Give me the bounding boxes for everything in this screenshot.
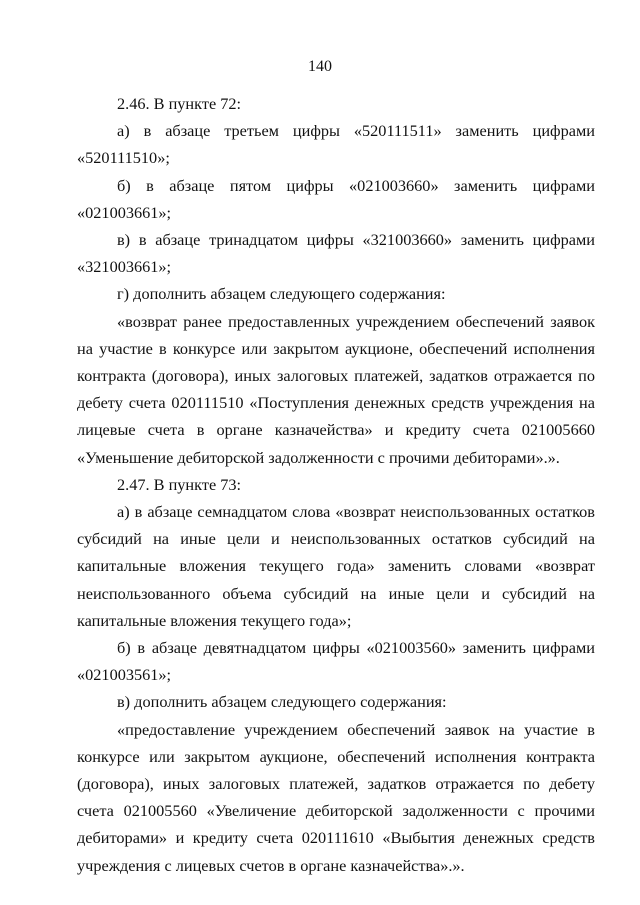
- paragraph-2-47-v-quote: «предоставление учреждением обеспечений заявок на участие в конкурсе или закрытом аукционе, обеспечений исполнения контракта (договора), иных залоговых платежей, задатков отражается по дебету счета 021005560 «Увеличение дебиторской задолженности с прочими дебиторами» и кредиту счета 020111610 «Выбытия денежных средств учреждения с лицевых счетов в органе казначейства».».: [77, 719, 595, 875]
- paragraph-2-46-heading: 2.46. В пункте 72:: [117, 94, 242, 113]
- paragraph-2-47-a: а) в абзаце семнадцатом слова «возврат неиспользованных остатков субсидий на иные цели и неиспользованных остатков субсидий на капитальные вложения текущего года» заменить словами «возврат неиспользованного объема субсидий на иные цели и субсидий на капитальные вложения текущего года»;: [77, 502, 595, 630]
- paragraph-2-46-g: г) дополнить абзацем следующего содержания:: [117, 284, 446, 304]
- document-body: [77, 90, 595, 879]
- paragraph-2-46-v: в) в абзаце тринадцатом цифры «321003660» заменить цифрами «321003661»;: [77, 230, 595, 277]
- paragraph-2-46-g-quote: «возврат ранее предоставленных учреждением обеспечений заявок на участие в конкурсе или закрытом аукционе, обеспечений исполнения контракта (договора), иных залоговых платежей, задатков отражается по дебету счета 020111510 «Поступления денежных средств учреждения на лицевые счета в органе казначейства» и кредиту счета 021005660 «Уменьшение дебиторской задолженности с прочими дебиторами».».: [77, 311, 595, 467]
- paragraph-2-46-b: б) в абзаце пятом цифры «021003660» заменить цифрами «021003661»;: [77, 175, 595, 222]
- paragraph-2-47-heading: 2.47. В пункте 73:: [117, 474, 242, 494]
- paragraph-2-46-a: а) в абзаце третьем цифры «520111511» заменить цифрами «520111510»;: [77, 121, 595, 168]
- page-number: 140: [308, 58, 332, 75]
- paragraph-2-47-v: в) дополнить абзацем следующего содержания:: [117, 692, 447, 712]
- paragraph-2-47-b: б) в абзаце девятнадцатом цифры «021003560» заменить цифрами «021003561»;: [77, 638, 595, 685]
